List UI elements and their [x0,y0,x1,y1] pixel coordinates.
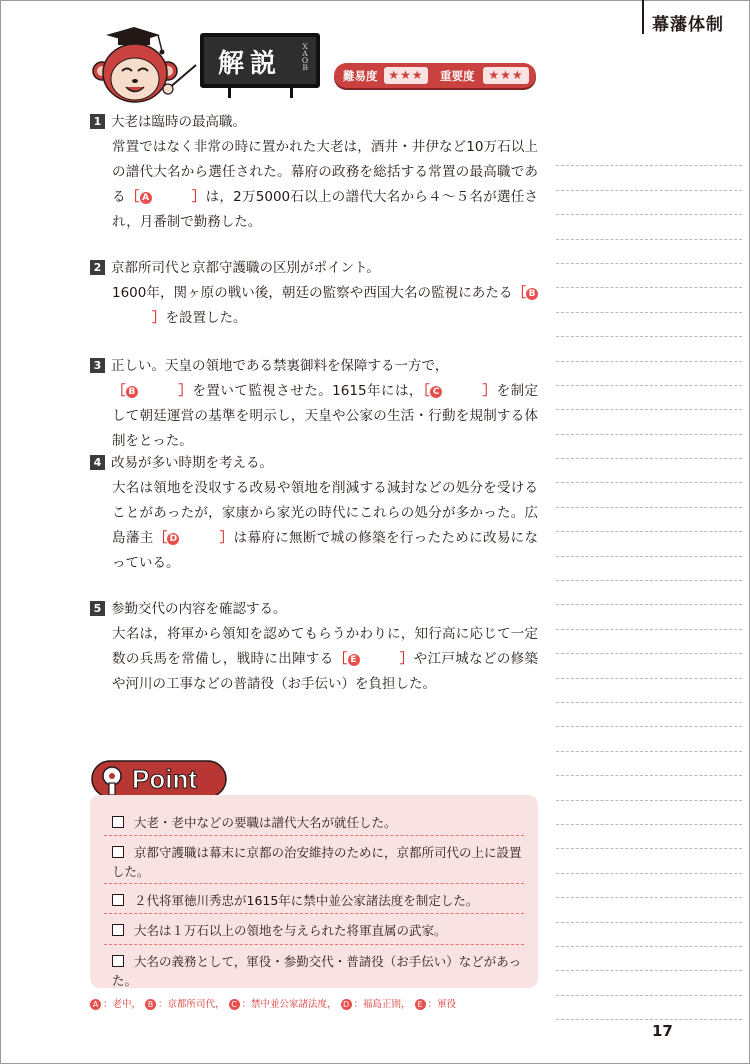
section-body [90,379,538,454]
note-line [556,703,742,727]
answer-blank: ［ A ］ [125,189,206,205]
note-line [556,483,742,507]
answer-blank: ［ D ］ [153,530,234,546]
section-text: は幕府に無断で城の修築を行ったために改易になっている。 [112,530,539,571]
answer-blank: ［ B］ [112,285,538,326]
note-line [556,971,742,995]
point-separator [104,913,524,914]
section-text: 常置ではなく非常の時に置かれた大老は，酒井・井伊など10万石以上の譜代大名から選任された。幕府の政務を総括する常置の最高職である [112,139,538,205]
note-line [556,166,742,190]
answer-section-2 [90,256,538,331]
section-title: 大老は臨時の最高職。 [111,114,246,130]
blank-letter-badge: C [430,386,442,398]
note-line [556,825,742,849]
note-line [556,874,742,898]
section-heading [90,597,538,622]
answer-item [229,999,337,1010]
note-line [556,557,742,581]
point-label: Point [132,764,197,794]
answer-letter-badge: B [145,999,156,1010]
answer-text: ：福島正則， [353,999,411,1010]
point-item-text: 京都守護職は幕末に京都の治安維持のために，京都所司代の上に設置した。 [112,845,522,879]
section-body [90,281,538,331]
note-line [556,727,742,751]
note-line [556,654,742,678]
section-body [90,476,538,576]
answer-section-5 [90,597,538,697]
section-title: 正しい。天皇の領地である禁裏御料を保障する一方で， [111,358,449,374]
note-line [556,801,742,825]
answer-section-4 [90,451,538,576]
ratings-badge [334,63,536,88]
note-line [556,362,742,386]
importance-stars: ★★★ [483,67,529,84]
section-text: を置いて監視させた。1615年には， [192,383,423,399]
answer-blank: ［ E ］ [333,651,414,667]
chapter-tab: 幕藩体制 [652,15,724,35]
point-item [112,843,522,881]
board-title: 解説 [218,49,283,79]
section-title: 参勤交代の内容を確認する。 [111,601,287,617]
note-line [556,288,742,312]
answer-section-1 [90,110,538,235]
answer-blank: ［ B ］ [112,383,193,399]
answer-letter-badge: D [341,999,352,1010]
section-text: は，2万5000石以上の譜代大名から４～５名が選任され，月番制で勤務した。 [112,189,539,230]
note-line [556,313,742,337]
answer-letter-badge: E [415,999,426,1010]
point-separator [104,883,524,884]
note-line [556,532,742,556]
section-title: 京都所司代と京都守護職の区別がポイント。 [111,260,380,276]
section-number: 3 [90,358,105,373]
point-item [112,813,522,832]
header-divider [642,0,644,34]
answer-text: ：軍役 [427,999,457,1010]
note-line [556,898,742,922]
page-number: 17 [652,1022,673,1040]
point-item-text: 大老・老中などの要職は譜代大名が就任した。 [134,815,397,830]
blank-letter-badge: E [348,654,360,666]
checkbox[interactable] [112,955,124,967]
answer-letter-badge: C [229,999,240,1010]
answer-key [90,996,460,1010]
section-text: 1600年，関ヶ原の戦い後，朝廷の監察や西国大名の監視にあたる [112,285,513,301]
answer-text: ：老中， [103,999,142,1010]
section-title: 改易が多い時期を考える。 [111,455,273,471]
note-line [556,410,742,434]
note-line [556,215,742,239]
answer-item [90,999,141,1010]
section-text: 大名は，将軍から領知を認めてもらうかわりに，知行高に応じて一定数の兵馬を常備し，戦時に出陣する [112,626,538,667]
answer-item [341,999,411,1010]
note-line [556,142,742,166]
section-heading [90,451,538,476]
note-line [556,435,742,459]
checkbox[interactable] [112,924,124,936]
note-line [556,996,742,1020]
section-text: や江戸城などの修築や河川の工事などの普請役（お手伝い）を負担した。 [112,651,539,692]
point-item-text: ２代将軍徳川秀忠が1615年に禁中並公家諸法度を制定した。 [134,893,479,908]
section-body [90,135,538,235]
answer-blank: ［ C ］ [422,383,497,399]
note-line [556,508,742,532]
point-item [112,952,522,990]
note-line [556,337,742,361]
explanation-board [200,33,320,88]
point-item-text: 大名は１万石以上の領地を与えられた将軍直属の武家。 [134,923,447,938]
section-heading [90,110,538,135]
answer-section-3 [90,354,538,454]
section-text: 大名は領地を没収する改易や領地を削減する減封などの処分を受けることがあったが，家康から家光の時代にこれらの処分が多かった。広島藩主 [112,480,538,546]
board-leg [290,88,293,98]
point-separator [104,835,524,836]
blank-letter-badge: A [140,192,152,204]
note-line [556,605,742,629]
point-item [112,921,522,940]
blank-letter-badge: D [167,533,179,545]
note-line [556,386,742,410]
note-line [556,752,742,776]
section-heading [90,256,538,281]
section-number: 4 [90,455,105,470]
point-separator [104,944,524,945]
board-subtitle: ＸＡＯＢ [301,43,309,71]
answer-item [145,999,225,1010]
section-heading [90,354,538,379]
point-item-text: 大名の義務として，軍役・参勤交代・普請役（お手伝い）などがあった。 [112,954,522,988]
section-number: 1 [90,114,105,129]
section-text: を設置した。 [165,310,247,326]
note-line [556,776,742,800]
section-number: 5 [90,601,105,616]
note-line [556,240,742,264]
checkbox[interactable] [112,894,124,906]
note-line [556,459,742,483]
note-line [556,679,742,703]
answer-text: ：京都所司代， [158,999,225,1010]
difficulty-label: 難易度 [343,69,378,83]
board-leg [228,88,231,98]
note-line [556,581,742,605]
importance-label: 重要度 [440,69,475,83]
note-line [556,849,742,873]
point-checklist [90,795,538,988]
note-line [556,947,742,971]
section-body [90,622,538,697]
section-number: 2 [90,260,105,275]
note-line [556,923,742,947]
note-line [556,264,742,288]
note-lines [556,142,742,1020]
monkey-mascot-icon [88,25,198,105]
answer-item [415,999,457,1010]
note-line [556,191,742,215]
blank-letter-badge: B [126,386,138,398]
answer-text: ：禁中並公家諸法度， [241,999,337,1010]
note-line [556,630,742,654]
blank-letter-badge: B [526,288,538,300]
checkbox[interactable] [112,816,124,828]
checkbox[interactable] [112,846,124,858]
section-text: を制定して朝廷運営の基準を明示し，天皇や公家の生活・行動を規制する体制をとった。 [112,383,539,449]
point-item [112,891,522,910]
difficulty-stars: ★★★ [384,67,428,84]
answer-letter-badge: A [90,999,101,1010]
